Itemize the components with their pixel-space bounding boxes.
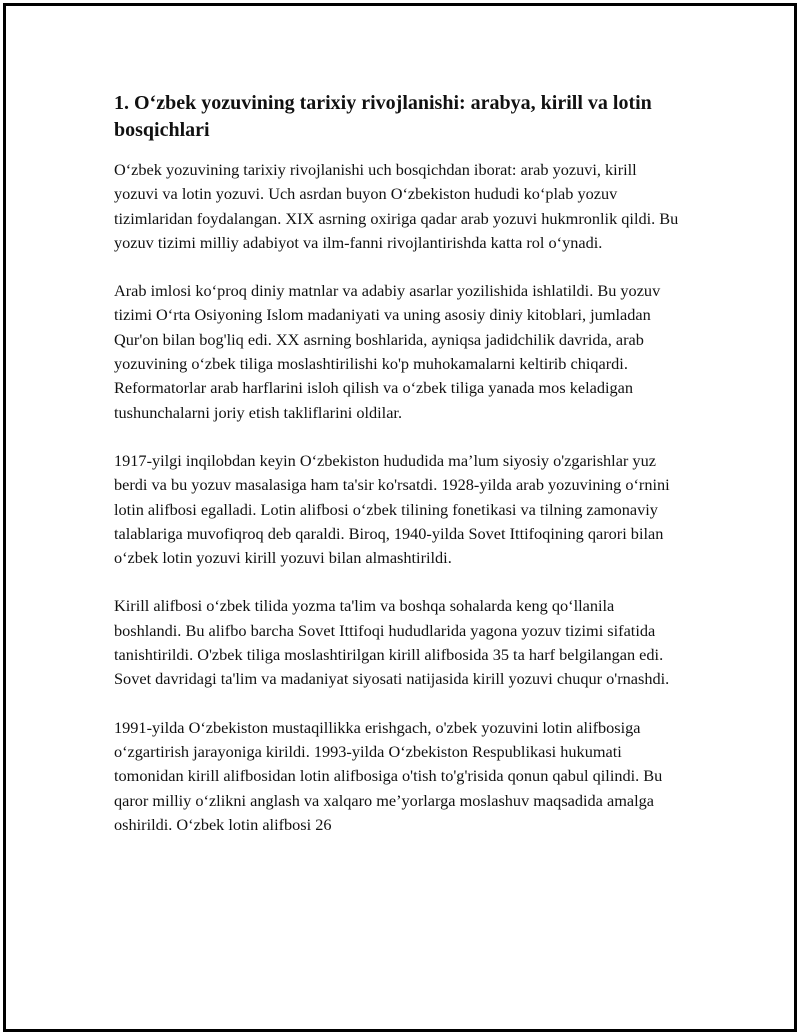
paragraph-independence-latin: 1991-yilda O‘zbekiston mustaqillikka erishgach, o'zbek yozuvini lotin alifbosiga o‘zgartirish jarayoniga kirildi. 1993-yilda O‘zbekiston Respublikasi hukumati tomonidan kirill alifbosidan lotin alifbosiga o'tish to'g'risida qonun qabul qilindi. Bu qaror milliy o‘zlikni anglash va xalqaro me’yorlarga moslashuv maqsadida amalga oshirildi. O‘zbek lotin alifbosi 26 xyxy=(114,717,663,834)
paragraph-arab-script-overview: O‘zbek yozuvining tarixiy rivojlanishi uch bosqichdan iborat: arab yozuvi, kirill yozuvi va lotin yozuvi. Uch asrdan buyon O‘zbekiston hududi ko‘plab yozuv tizimlaridan foydalangan. XIX asrning oxiriga qadar arab yozuvi hukmronlik qildi. Bu yozuv tizimi milliy adabiyot va ilm-fanni rivojlantirishda katta rol o‘ynadi. xyxy=(114,160,679,252)
paragraph-arab-orthography: Arab imlosi ko‘proq diniy matnlar va adabiy asarlar yozilishida ishlatildi. Bu yozuv tizimi O‘rta Osiyoning Islom madaniyati va uning asosiy diniy kitoblari, jumladan Qur'on bilan bog'liq edi. XX asrning boshlarida, ayniqsa jadidchilik davrida, arab yozuvining o‘zbek tiliga moslashtirilishi ko'p muhokamalarni keltirib chiqardi. Reformatorlar arab harflarini isloh qilish va o‘zbek tiliga yanada mos keladigan tushunchalarni joriy etish takliflarini oldilar. xyxy=(114,281,661,422)
paragraph-cyrillic-era: Kirill alifbosi o‘zbek tilida yozma ta'lim va boshqa sohalarda keng qo‘llanila boshlandi. Bu alifbo barcha Sovet Ittifoqi hududlarida yagona yozuv tizimi sifatida tanishtirildi. O'zbek tiliga moslashtirilgan kirill alifbosida 35 ta harf belgilangan edi. Sovet davridagi ta'lim va madaniyat siyosati natijasida kirill yozuvi chuqur o'rnashdi. xyxy=(114,596,670,689)
paragraph-latin-transition: 1917-yilgi inqilobdan keyin O‘zbekiston hududida ma’lum siyosiy o'zgarishlar yuz berdi va bu yozuv masalasiga ham ta'sir ko'rsatdi. 1928-yilda arab yozuvining o‘rnini lotin alifbosi egalladi. Lotin alifbosi o‘zbek tilining fonetikasi va tilning zamonaviy talablariga muvofiqroq deb qaraldi. Biroq, 1940-yilda Sovet Ittifoqining qarori bilan o‘zbek lotin yozuvi kirill yozuvi bilan almashtirildi. xyxy=(114,450,670,568)
document-content xyxy=(114,90,684,861)
section-heading: 1. O‘zbek yozuvining tarixiy rivojlanishi: arabya, kirill va lotin bosqichlari xyxy=(114,92,652,141)
